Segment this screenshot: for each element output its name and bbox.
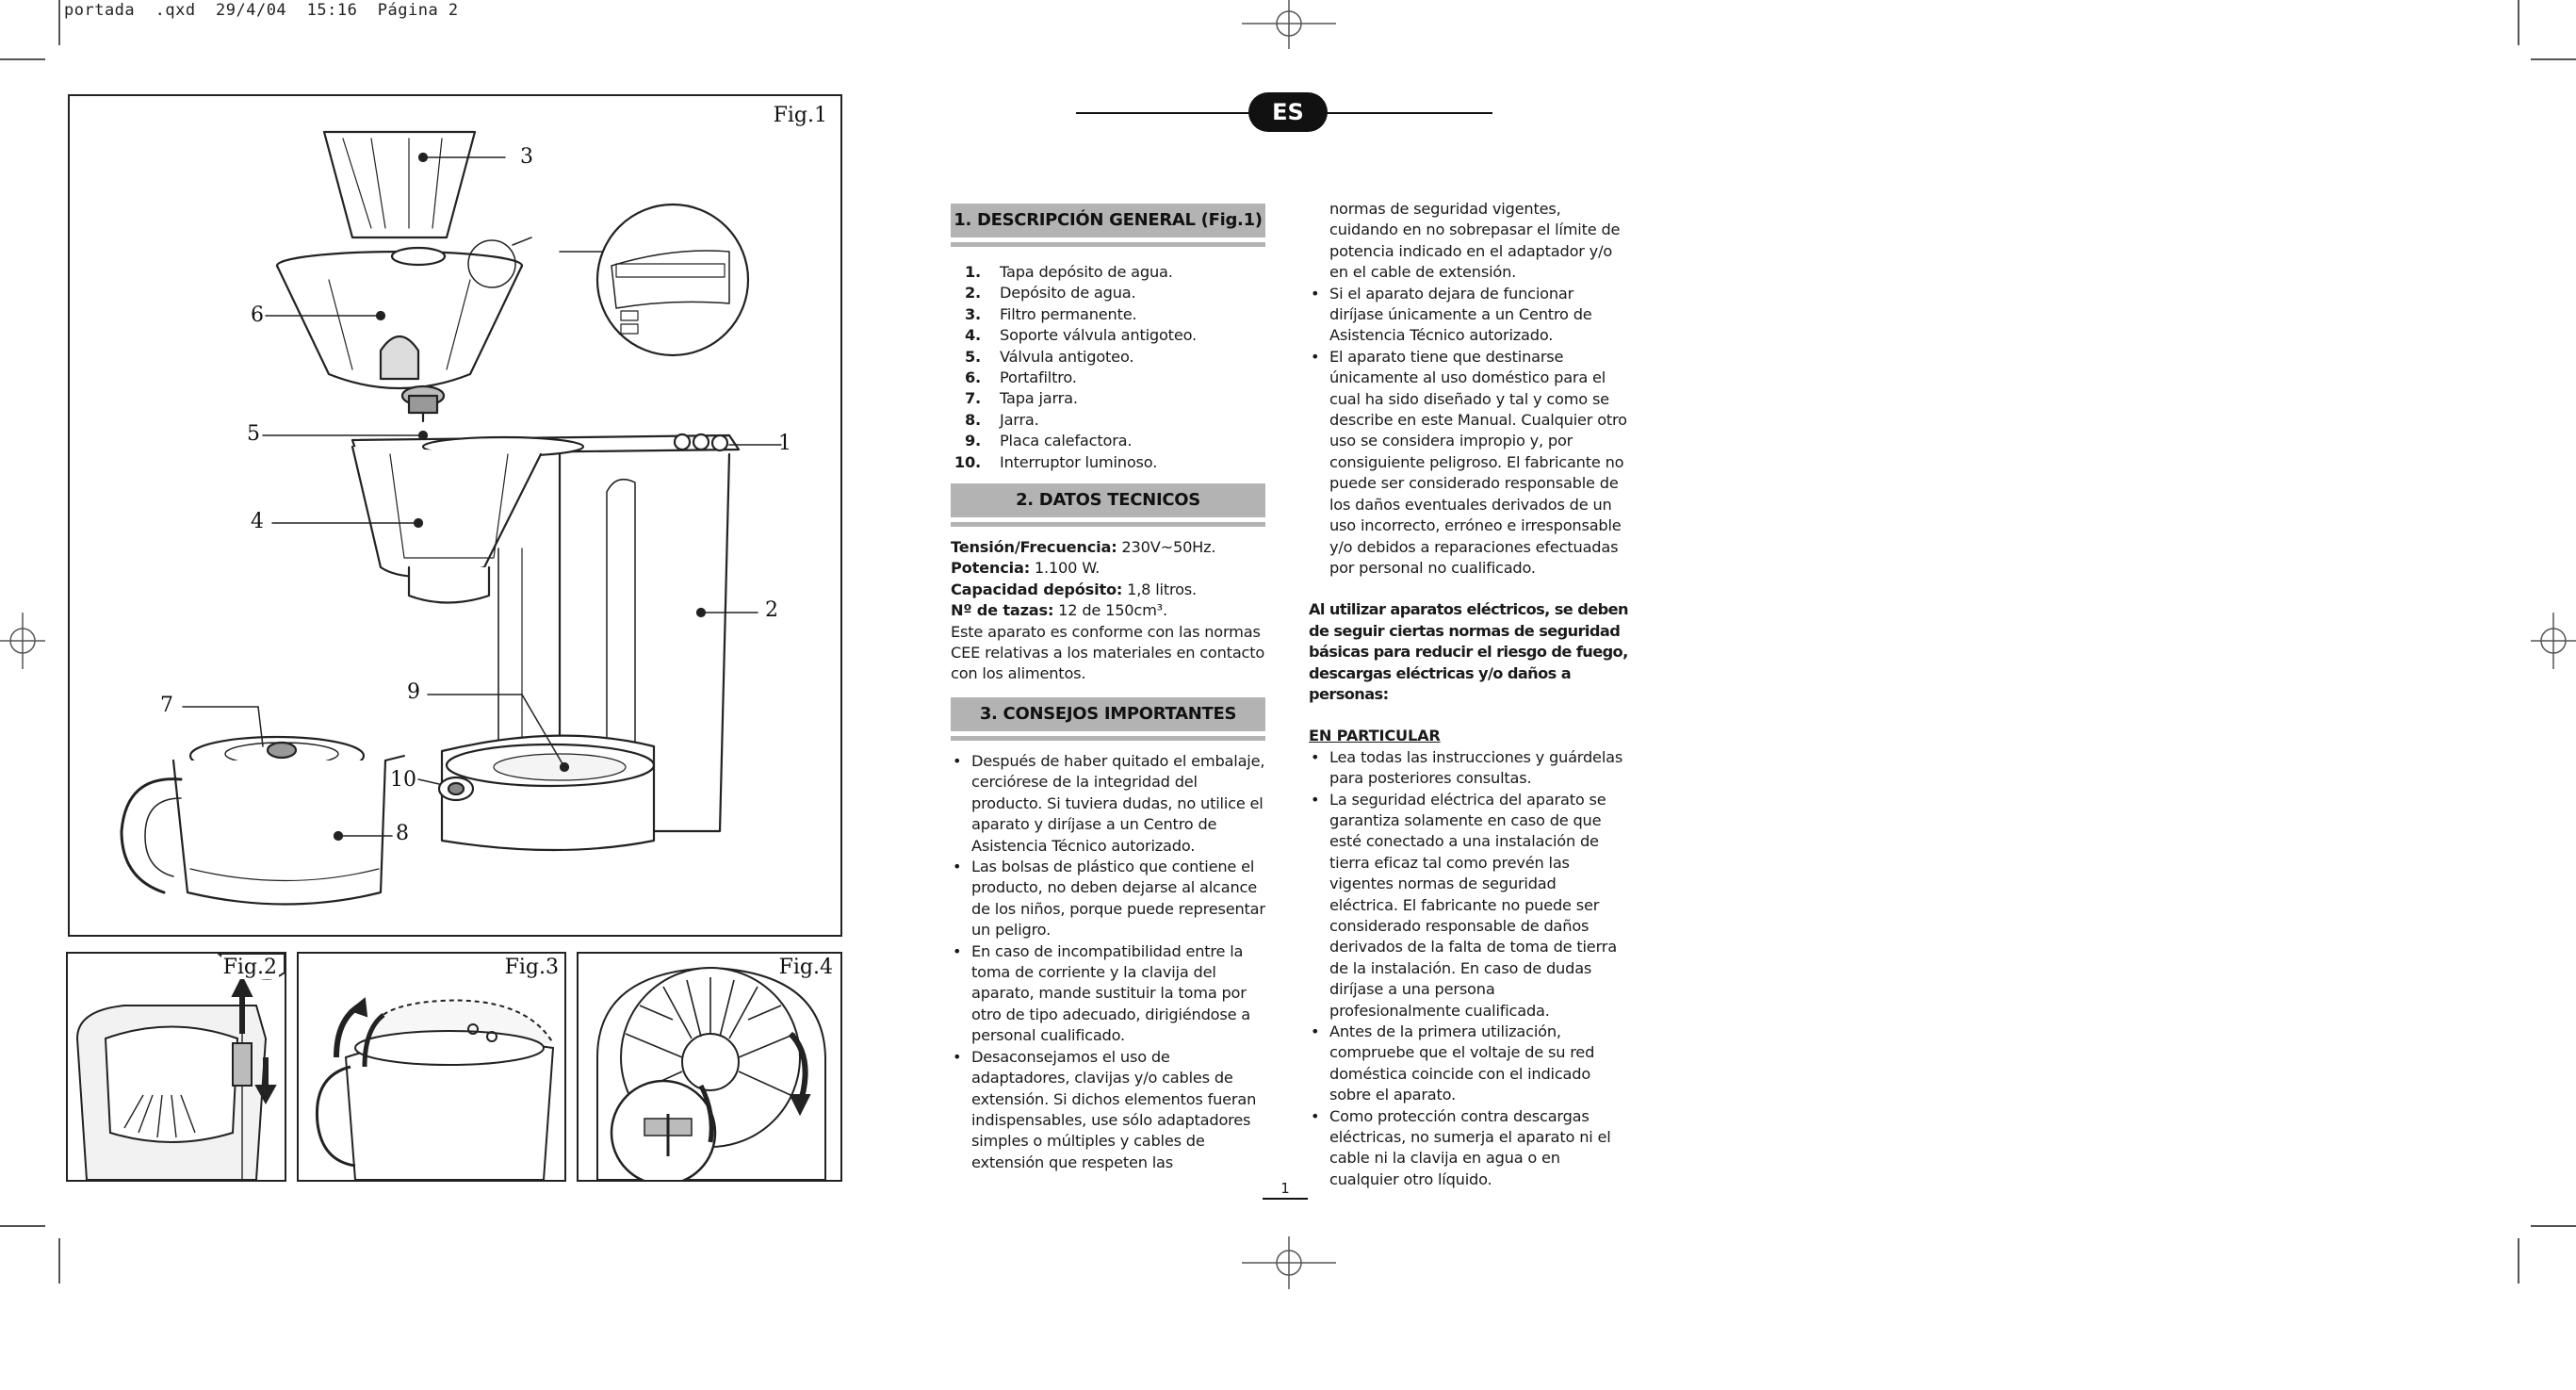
- coffee-maker-exploded-illustration: [70, 96, 840, 935]
- safety-tip: • El aparato tiene que destinarse únicamente al uso doméstico para el cual ha sido diseñado y tal y como se describe en este Manual. Cualquier otro uso se considera impropio y, por consiguiente peligroso. El fabricante no puede ser considerado responsable de los daños eventuales derivados de un uso incorrecto, erróneo e irresponsable y/o debidos a reparaciones efectuadas por personal no cualificado.: [1309, 347, 1629, 579]
- callout-4: 4: [251, 510, 264, 533]
- safety-tip: • Si el aparato dejara de funcionar diríjase únicamente a un Centro de Asistencia Técnico autorizado.: [1309, 284, 1629, 347]
- section-2-underline: [951, 522, 1265, 527]
- figure-4-panel: [577, 952, 842, 1182]
- parts-list-item: 2. Depósito de agua.: [964, 284, 1136, 303]
- figure-3-panel: [297, 952, 566, 1182]
- spec-line: Nº de tazas: 12 de 150cm³.: [951, 601, 1167, 620]
- crop-mark: [2518, 0, 2519, 45]
- registration-mark-left: [0, 613, 45, 669]
- figure-2-panel: [66, 952, 286, 1182]
- crop-mark: [0, 1225, 45, 1227]
- continuation-text: normas de seguridad vigentes, cuidando en no sobrepasar el límite de potencia indicado en el adaptador y/o en el cable de extensión.: [1329, 200, 1621, 282]
- figure-1-label: Fig.1: [773, 104, 827, 127]
- parts-list-item: 3. Filtro permanente.: [964, 304, 1137, 323]
- subheading-en-particular: EN PARTICULAR: [1309, 727, 1441, 745]
- callout-7: 7: [160, 694, 173, 717]
- parts-list-item: 8. Jarra.: [964, 410, 1039, 429]
- figure-1-panel: [68, 94, 842, 937]
- figure-4-label: Fig.4: [778, 956, 833, 979]
- callout-1: 1: [778, 432, 791, 455]
- parts-list-item: 9. Placa calefactora.: [964, 432, 1133, 450]
- safety-tip: • Después de haber quitado el embalaje, cerciórese de la integridad del producto. Si tuviera dudas, no utilice el aparato y diríjase a un Centro de Asistencia Técnico autorizado.: [951, 751, 1271, 857]
- registration-mark-bottom: [1242, 1236, 1336, 1289]
- parts-list-item: 7. Tapa jarra.: [964, 389, 1078, 408]
- callout-2: 2: [765, 598, 778, 622]
- callout-6: 6: [251, 303, 264, 327]
- parts-list-item: 4. Soporte válvula antigoteo.: [964, 326, 1197, 345]
- section-3-heading: 3. CONSEJOS IMPORTANTES: [951, 697, 1265, 731]
- technical-data: [951, 537, 1271, 685]
- parts-list: [951, 262, 1271, 473]
- figure-3-illustration: [299, 954, 564, 1180]
- spec-line: Tensión/Frecuencia: 230V~50Hz.: [951, 538, 1216, 556]
- slug-line: portada .qxd 29/4/04 15:16 Página 2: [64, 1, 459, 20]
- crop-mark: [2518, 1238, 2519, 1284]
- safety-tip: • Antes de la primera utilización, compruebe que el voltaje de su red doméstica coincide con el indicado sobre el aparato.: [1309, 1022, 1629, 1106]
- callout-8: 8: [396, 822, 409, 845]
- figure-2-illustration: [68, 954, 285, 1180]
- right-column: [1309, 199, 1629, 1190]
- parts-list-item: 5. Válvula antigoteo.: [964, 347, 1134, 366]
- figure-4-illustration: [579, 954, 840, 1180]
- language-badge: ES: [1248, 92, 1328, 132]
- section-1-heading: 1. DESCRIPCIÓN GENERAL (Fig.1): [951, 204, 1265, 237]
- safety-tip: • Las bolsas de plástico que contiene el producto, no deben dejarse al alcance de los niños, porque puede representar un peligro.: [951, 857, 1271, 941]
- figure-2-label: Fig.2: [222, 956, 277, 979]
- section-2-heading: 2. DATOS TECNICOS: [951, 483, 1265, 517]
- right-bullets-a: [1309, 284, 1629, 580]
- callout-9: 9: [407, 680, 420, 704]
- parts-list-item: 6. Portafiltro.: [964, 368, 1077, 387]
- registration-mark-right: [2531, 613, 2576, 669]
- compliance-note: Este aparato es conforme con las normas CEE relativas a los materiales en contacto con los alimentos.: [951, 622, 1265, 683]
- right-bullets-b: [1309, 747, 1629, 1191]
- safety-tip: • Como protección contra descargas eléctricas, no sumerja el aparato ni el cable ni la clavija en agua o en cualquier otro líquido.: [1309, 1106, 1629, 1191]
- crop-mark: [58, 0, 60, 45]
- parts-list-item: 1. Tapa depósito de agua.: [964, 263, 1173, 281]
- crop-mark: [0, 58, 45, 60]
- section-3-underline: [951, 736, 1265, 741]
- registration-mark-top: [1242, 0, 1336, 49]
- safety-tips-list: [951, 751, 1271, 1173]
- spec-line: Potencia: 1.100 W.: [951, 559, 1101, 578]
- page-number: 1: [1263, 1180, 1308, 1200]
- safety-tip: • La seguridad eléctrica del aparato se garantiza solamente en caso de que esté conectado a una instalación de tierra eficaz tal como prevén las vigentes normas de seguridad eléctrica. El fabricante no puede ser considerado responsable de daños derivados de la falta de toma de tierra de la instalación. En caso de dudas diríjase a una persona profesionalmente cualificada.: [1309, 790, 1629, 1022]
- safety-tip: • En caso de incompatibilidad entre la toma de corriente y la clavija del aparato, mande sustituir la toma por otro de tipo adecuado, dirigiéndose a personal cualificado.: [951, 941, 1271, 1047]
- crop-mark: [2531, 1225, 2576, 1227]
- callout-3: 3: [520, 145, 533, 169]
- callout-10: 10: [390, 768, 416, 792]
- crop-mark: [2531, 58, 2576, 60]
- electrical-warning: Al utilizar aparatos eléctricos, se deben de seguir ciertas normas de seguridad básicas para reducir el riesgo de fuego, descargas eléctricas y/o daños a personas:: [1309, 600, 1628, 703]
- callout-5: 5: [247, 422, 260, 446]
- section-1-underline: [951, 242, 1265, 247]
- safety-tip: • Desaconsejamos el uso de adaptadores, clavijas y/o cables de extensión. Si dichos elementos fueran indispensables, use sólo adaptadores simples o múltiples y cables de extensión que respeten las: [951, 1047, 1271, 1173]
- safety-tip: • Lea todas las instrucciones y guárdelas para posteriores consultas.: [1309, 747, 1629, 790]
- figure-3-label: Fig.3: [504, 956, 559, 979]
- parts-list-item: 10. Interruptor luminoso.: [954, 452, 1158, 471]
- crop-mark: [58, 1238, 60, 1284]
- spec-line: Capacidad depósito: 1,8 litros.: [951, 580, 1197, 598]
